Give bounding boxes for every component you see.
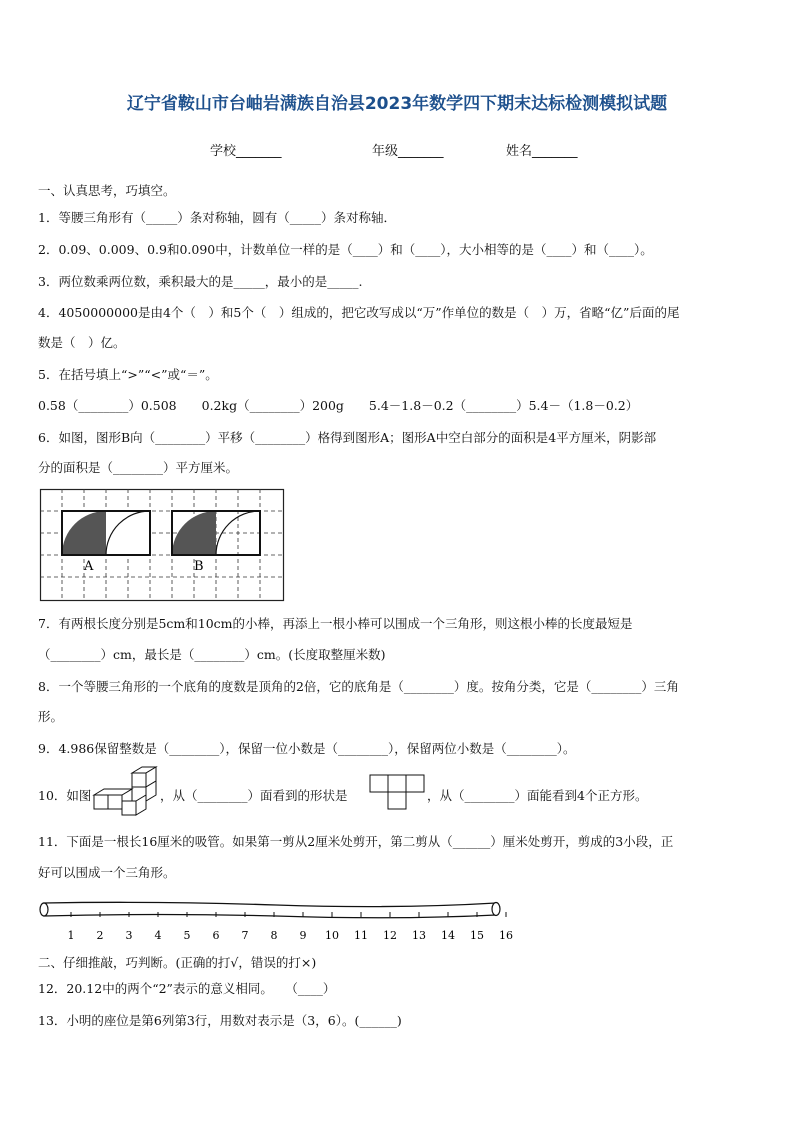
straw-tick-label: 10	[325, 929, 339, 942]
question-13: 13．小明的座位是第6列第3行，用数对表示是（3，6）。(______)	[38, 1013, 402, 1028]
question-12: 12．20.12中的两个“2”表示的意义相同。 （____）	[38, 981, 336, 996]
question-10-suffix: ，从（________）面能看到4个正方形。	[427, 788, 648, 803]
straw-tick-label: 3	[125, 929, 133, 942]
straw-tick-label: 15	[470, 929, 484, 942]
label-a: A	[84, 559, 94, 574]
question-5-items: 0.58（________）0.508 0.2kg（________）200g 5.4－1.8－0.2（________）5.4－（1.8－0.2）	[38, 398, 639, 413]
straw-tick-label: 11	[354, 929, 368, 942]
page-title: 辽宁省鞍山市台岫岩满族自治县2023年数学四下期末达标检测模拟试题	[126, 94, 668, 114]
straw-ruler	[36, 895, 513, 945]
straw-tick-label: 2	[96, 929, 104, 942]
question-10-middle: ，从（________）面看到的形状是	[160, 788, 348, 803]
school-field: 学校_______	[210, 144, 282, 159]
straw-tick-label: 14	[441, 929, 455, 942]
question-11-cont: 好可以围成一个三角形。	[38, 865, 176, 880]
question-4: 4．4050000000是由4个（ ）和5个（ ）组成的，把它改写成以“万”作单位的数是（ ）万，省略“亿”后面的尾	[38, 305, 680, 320]
question-10-prefix: 10．如图	[38, 788, 92, 803]
label-b: B	[194, 559, 204, 574]
grid-figure-6	[40, 489, 285, 602]
question-8-cont: 形。	[38, 709, 64, 724]
grade-field: 年级_______	[372, 144, 444, 159]
question-3: 3．两位数乘两位数，乘积最大的是_____，最小的是_____.	[38, 274, 363, 289]
shape-a	[62, 511, 150, 555]
straw-tick-label: 6	[212, 929, 220, 942]
question-1: 1．等腰三角形有（_____）条对称轴，圆有（_____）条对称轴．	[38, 210, 396, 225]
straw-tick-label: 8	[270, 929, 278, 942]
question-7: 7．有两根长度分别是5cm和10cm的小棒，再添上一根小棒可以围成一个三角形，则这根小棒的长度最短是	[38, 616, 633, 631]
question-6-cont: 分的面积是（________）平方厘米。	[38, 460, 239, 475]
straw-tick-label: 1	[67, 929, 75, 942]
view-shape-figure	[369, 774, 427, 810]
straw-tick-label: 12	[383, 929, 397, 942]
question-5: 5．在括号填上“>”“<”或“＝”。	[38, 367, 218, 382]
section-heading-2: 二、仔细推敲，巧判断。(正确的打√，错误的打×)	[38, 955, 317, 970]
question-9: 9．4.986保留整数是（________），保留一位小数是（________），保留两位小数是（________）。	[38, 741, 576, 756]
section-heading-1: 一、认真思考，巧填空。	[38, 183, 176, 198]
cube-stack-figure	[92, 765, 160, 823]
straw-tick-label: 7	[241, 929, 249, 942]
question-7-cont: （________）cm，最长是（________）cm。(长度取整厘米数)	[38, 647, 386, 662]
question-4-cont: 数是（ ）亿。	[38, 335, 126, 350]
question-2: 2．0.09、0.009、0.9和0.090中，计数单位一样的是（____）和（____），大小相等的是（____）和（____）。	[38, 242, 653, 257]
question-11: 11．下面是一根长16厘米的吸管。如果第一剪从2厘米处剪开，第二剪从（______）厘米处剪开，剪成的3小段，正	[38, 834, 674, 849]
question-8: 8．一个等腰三角形的一个底角的度数是顶角的2倍，它的底角是（________）度。按角分类，它是（________）三角	[38, 679, 679, 694]
straw-tick-label: 4	[154, 929, 162, 942]
straw-tick-label: 5	[183, 929, 191, 942]
name-field: 姓名_______	[506, 144, 578, 159]
straw-tick-label: 9	[299, 929, 307, 942]
straw-tick-label: 16	[499, 929, 513, 942]
question-6: 6．如图，图形B向（________）平移（________）格得到图形A；图形A中空白部分的面积是4平方厘米，阴影部	[38, 430, 657, 445]
straw-tick-label: 13	[412, 929, 426, 942]
